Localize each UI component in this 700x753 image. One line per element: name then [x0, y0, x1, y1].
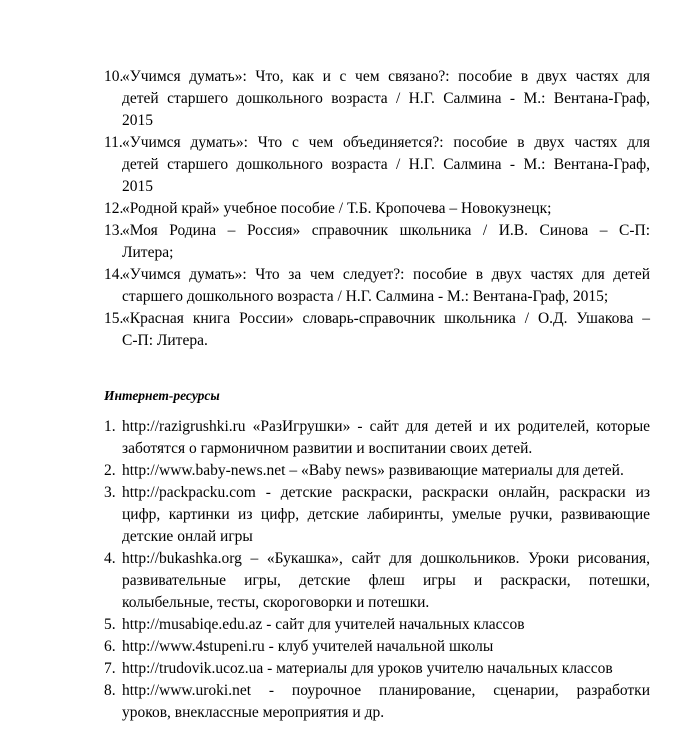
internet-resources-heading: Интернет-ресурсы — [104, 388, 220, 403]
book-entry-line: С-П: Литера. — [122, 332, 208, 349]
book-entry-text — [122, 132, 650, 198]
resource-entry-text — [122, 548, 650, 614]
book-entry-number: 11. — [104, 134, 123, 151]
resource-entry-line: http://www.4stupeni.ru - клуб учителей начальной школы — [122, 638, 494, 655]
resource-entry-line: уроков, внеклассные мероприятия и др. — [122, 704, 385, 721]
book-entry-number: 10. — [104, 68, 124, 85]
resource-entry-line: http://musabiqe.edu.az - сайт для учителей начальных классов — [122, 616, 525, 633]
book-entry-number: 14. — [104, 266, 124, 283]
book-entry-line: «Красная книга России» словарь-справочник школьника / О.Д. Ушакова – — [122, 310, 650, 327]
resource-entry-text — [122, 614, 650, 636]
book-entry-text — [122, 264, 650, 308]
book-entry-text — [122, 66, 650, 132]
resource-entry-line: развивательные игры, детские флеш игры и раскраски, потешки, — [122, 572, 650, 589]
book-entry-line: детей старшего дошкольного возраста / Н.Г. Салмина - М.: Вентана-Граф, — [122, 156, 650, 173]
resource-entry-number: 8. — [104, 682, 116, 699]
resource-entry-line: http://trudovik.ucoz.ua - материалы для уроков учителю начальных классов — [122, 660, 613, 677]
book-entry-line: «Учимся думать»: Что за чем следует?: пособие в двух частях для детей — [122, 266, 650, 283]
resource-entry-line: http://www.uroki.net - поурочное планирование, сценарии, разработки — [122, 682, 650, 699]
resource-entry-text — [122, 680, 650, 724]
resource-entry-number: 4. — [104, 550, 116, 567]
resource-entry-line: http://www.baby-news.net – «Baby news» развивающие материалы для детей. — [122, 462, 624, 479]
resource-entry-text — [122, 460, 650, 482]
book-entry-line: «Моя Родина – Россия» справочник школьника / И.В. Синова – С-П: — [122, 222, 650, 239]
book-entry-line: детей старшего дошкольного возраста / Н.Г. Салмина - М.: Вентана-Граф, — [122, 90, 650, 107]
resource-entry-line: http://razigrushki.ru «РазИгрушки» - сайт для детей и их родителей, которые — [122, 418, 650, 435]
resource-entry-number: 1. — [104, 418, 116, 435]
book-entry-text — [122, 308, 650, 352]
book-entry-line: 2015 — [122, 178, 153, 195]
resource-entry-number: 3. — [104, 484, 116, 501]
resource-entry-text — [122, 482, 650, 548]
book-entry-number: 13. — [104, 222, 124, 239]
book-entry-line: старшего дошкольного возраста / Н.Г. Салмина - М.: Вентана-Граф, 2015; — [122, 288, 609, 305]
resource-entry-line: цифр, картинки из цифр, детские лабиринты, умелые ручки, развивающие — [122, 506, 650, 523]
resource-entry-line: колыбельные, тесты, скороговорки и потешки. — [122, 594, 430, 611]
resource-entry-number: 7. — [104, 660, 116, 677]
book-entry-text — [122, 198, 650, 220]
book-entry-number: 15. — [104, 310, 124, 327]
resource-entry-line: заботятся о гармоничном развитии и воспитании своих детей. — [122, 440, 533, 457]
resource-entry-line: http://bukashka.org – «Букашка», сайт для дошкольников. Уроки рисования, — [122, 550, 650, 567]
resource-entry-number: 6. — [104, 638, 116, 655]
book-entry-line: 2015 — [122, 112, 153, 129]
resource-entry-line: детские онлай игры — [122, 528, 253, 545]
resource-entry-line: http://packpacku.com - детские раскраски, раскраски онлайн, раскраски из — [122, 484, 650, 501]
resource-entry-text — [122, 658, 650, 680]
resource-entry-text — [122, 636, 650, 658]
book-entry-number: 12. — [104, 200, 124, 217]
resource-entry-number: 2. — [104, 462, 116, 479]
book-entry-line: «Учимся думать»: Что с чем объединяется?: пособие в двух частях для — [122, 134, 650, 151]
resource-entry-text — [122, 416, 650, 460]
book-entry-line: «Родной край» учебное пособие / Т.Б. Кропочева – Новокузнецк; — [122, 200, 552, 217]
book-entry-text — [122, 220, 650, 264]
resource-entry-number: 5. — [104, 616, 116, 633]
book-entry-line: Литера; — [122, 244, 174, 261]
book-entry-line: «Учимся думать»: Что, как и с чем связано?: пособие в двух частях для — [122, 68, 650, 85]
